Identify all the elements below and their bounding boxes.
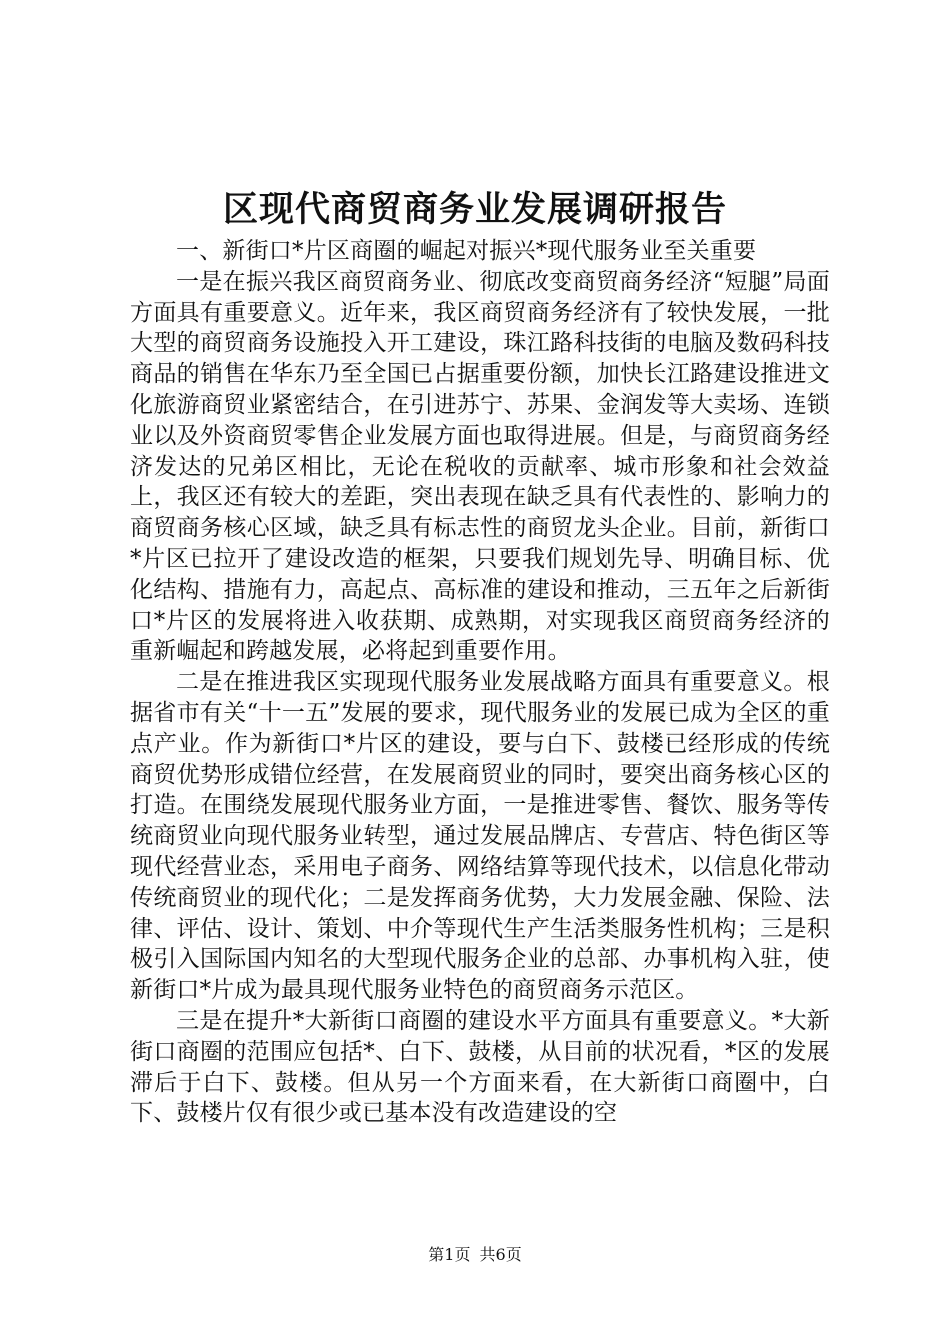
document-title: 区现代商贸商务业发展调研报告 xyxy=(222,189,727,230)
page-footer xyxy=(0,1244,950,1266)
document-body xyxy=(130,236,830,1129)
page-total: 共6页 xyxy=(479,1245,522,1264)
paragraph-1: 一是在振兴我区商贸商务业、彻底改变商贸商务经济“短腿”局面方面具有重要意义。近年来，我区商贸商务经济有了较快发展，一批大型的商贸商务设施投入开工建设，珠江路科技街的电脑及数码科技商品的销售在华东乃至全国已占据重要份额，加快长江路建设推进文化旅游商贸业紧密结合，在引进苏宁、苏果、金润发等大卖场、连锁业以及外资商贸零售企业发展方面也取得进展。但是，与商贸商务经济发达的兄弟区相比，无论在税收的贡献率、城市形象和社会效益上，我区还有较大的差距，突出表现在缺乏具有代表性的、影响力的商贸商务核心区域，缺乏具有标志性的商贸龙头企业。目前，新街口*片区已拉开了建设改造的框架，只要我们规划先导、明确目标、优化结构、措施有力，高起点、高标准的建设和推动，三五年之后新街口*片区的发展将进入收获期、成熟期，对实现我区商贸商务经济的重新崛起和跨越发展，必将起到重要作用。 xyxy=(130,268,830,665)
section-heading: 一、新街口*片区商圈的崛起对振兴*现代服务业至关重要 xyxy=(176,238,757,264)
paragraph-3: 三是在提升*大新街口商圈的建设水平方面具有重要意义。*大新街口商圈的范围应包括*、白下、鼓楼，从目前的状况看，*区的发展滞后于白下、鼓楼。但从另一个方面来看，在大新街口商圈中，白下、鼓楼片仅有很少或已基本没有改造建设的空 xyxy=(130,1007,830,1127)
page-number: 第1页 xyxy=(428,1245,471,1264)
paragraph-2: 二是在推进我区实现现代服务业发展战略方面具有重要意义。根据省市有关“十一五”发展的要求，现代服务业的发展已成为全区的重点产业。作为新街口*片区的建设，要与白下、鼓楼已经形成的传统商贸优势形成错位经营，在发展商贸业的同时，要突出商务核心区的打造。在围绕发展现代服务业方面，一是推进零售、餐饮、服务等传统商贸业向现代服务业转型，通过发展品牌店、专营店、特色街区等现代经营业态，采用电子商务、网络结算等现代技术，以信息化带动传统商贸业的现代化；二是发挥商务优势，大力发展金融、保险、法律、评估、设计、策划、中介等现代生产生活类服务性机构；三是积极引入国际国内知名的大型现代服务企业的总部、办事机构入驻，使新街口*片成为最具现代服务业特色的商贸商务示范区。 xyxy=(130,669,830,1004)
